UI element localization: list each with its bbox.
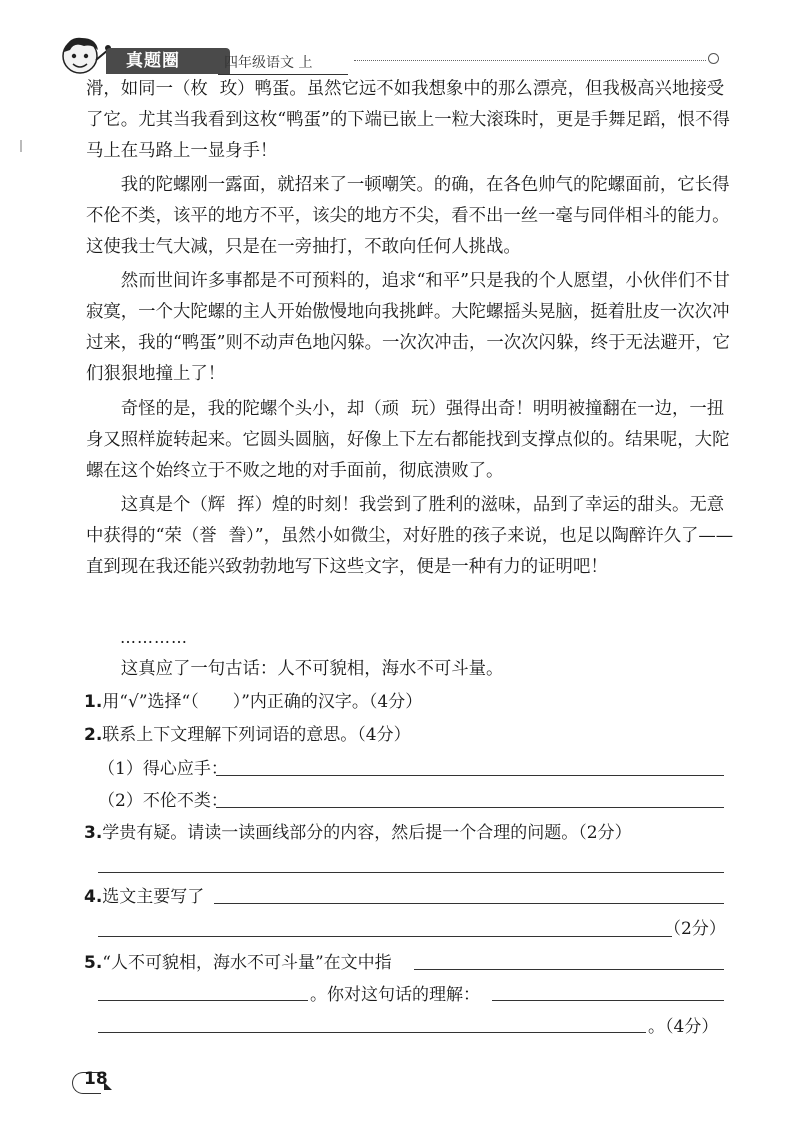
page-number: 18	[84, 1069, 108, 1089]
question-2-item-1: （1）得心应手：	[98, 759, 228, 779]
question-5-mid: 。你对这句话的理解：	[310, 985, 480, 1005]
passage-paragraph-1: 滑，如同一（枚玫）鸭蛋。虽然它远不如我想象中的那么漂亮，但我极高兴地接受了它。尤其当我看到这枚“鸭蛋”的下端已嵌上一粒大滚珠时，更是手舞足蹈，恨不得马上在马路上一显身手！	[86, 79, 730, 161]
header-subtitle: 四年级语文 上	[224, 55, 313, 71]
answer-line[interactable]	[216, 807, 724, 808]
question-1: 1.用“√”选择“（ ）”内正确的汉字。（4分）	[84, 692, 423, 712]
question-4: 4.选文主要写了	[84, 887, 205, 907]
answer-line[interactable]	[492, 1000, 724, 1001]
question-3: 3.学贵有疑。请读一读画线部分的内容，然后提一个合理的问题。（2分）	[84, 823, 632, 843]
passage-paragraph-3: 然而世间许多事都是不可预料的，追求“和平”只是我的个人愿望，小伙伴们不甘寂寞，一个大陀螺的主人开始傲慢地向我挑衅。大陀螺摇头晃脑，挺着肚皮一次次冲过来，我的“鸭蛋”则不动声色地闪躲。一次次冲击，一次次闪躲，终于无法避开，它们狠狠地撞上了！	[86, 271, 730, 384]
question-2: 2.联系上下文理解下列词语的意思。（4分）	[84, 725, 411, 745]
question-5-end: 。（4分）	[648, 1017, 719, 1037]
answer-line[interactable]	[98, 936, 672, 937]
header-end-circle	[708, 53, 719, 64]
option-char: 枚	[190, 79, 220, 99]
header-dotted-rule	[354, 60, 706, 61]
passage-paragraph-4: 奇怪的是，我的陀螺个头小，却（顽玩）强得出奇！明明被撞翻在一边，一扭身又照样旋转起来。它圆头圆脑，好像上下左右都能找到支撑点似的。结果呢，大陀螺在这个始终立于不败之地的对手面前，彻底溃败了。	[86, 399, 730, 481]
question-4-points: （2分）	[664, 919, 726, 939]
option-char: 辉	[207, 495, 238, 515]
option-char: 誊	[228, 526, 247, 546]
passage-ellipsis: …………	[120, 628, 188, 647]
margin-mark	[20, 140, 22, 152]
answer-line[interactable]	[216, 775, 724, 776]
answer-line[interactable]	[98, 1000, 308, 1001]
answer-line[interactable]	[98, 1032, 646, 1033]
passage-paragraph-2: 我的陀螺刚一露面，就招来了一顿嘲笑。的确，在各色帅气的陀螺面前，它长得不伦不类，该平的地方不平，该尖的地方不尖，看不出一丝一毫与同伴相斗的能力。这使我士气大减，只是在一旁抽打，不敢向任何人挑战。	[86, 175, 730, 257]
answer-line[interactable]	[214, 903, 724, 904]
question-5: 5.“人不可貌相，海水不可斗量”在文中指	[84, 953, 392, 973]
answer-line[interactable]	[414, 969, 724, 970]
option-char: 顽	[381, 399, 412, 419]
option-char: 誉	[199, 526, 229, 546]
option-char: 玫	[219, 79, 238, 99]
passage-closing: 这真应了一句古话：人不可貌相，海水不可斗量。	[120, 659, 504, 679]
brand-label: 真题圈	[106, 48, 230, 74]
answer-line[interactable]	[98, 872, 724, 873]
page-number-badge	[66, 1068, 114, 1094]
page-header	[58, 34, 728, 74]
option-char: 挥	[237, 495, 255, 515]
question-2-item-2: （2）不伦不类：	[98, 791, 228, 811]
option-char: 玩	[411, 399, 429, 419]
passage-paragraph-5: 这真是个（辉挥）煌的时刻！我尝到了胜利的滋味，品到了幸运的甜头。无意中获得的“荣（誉誊）”，虽然小如微尘，对好胜的孩子来说，也足以陶醉许久了——直到现在我还能兴致勃勃地写下这些文字，便是一种有力的证明吧！	[86, 495, 734, 577]
